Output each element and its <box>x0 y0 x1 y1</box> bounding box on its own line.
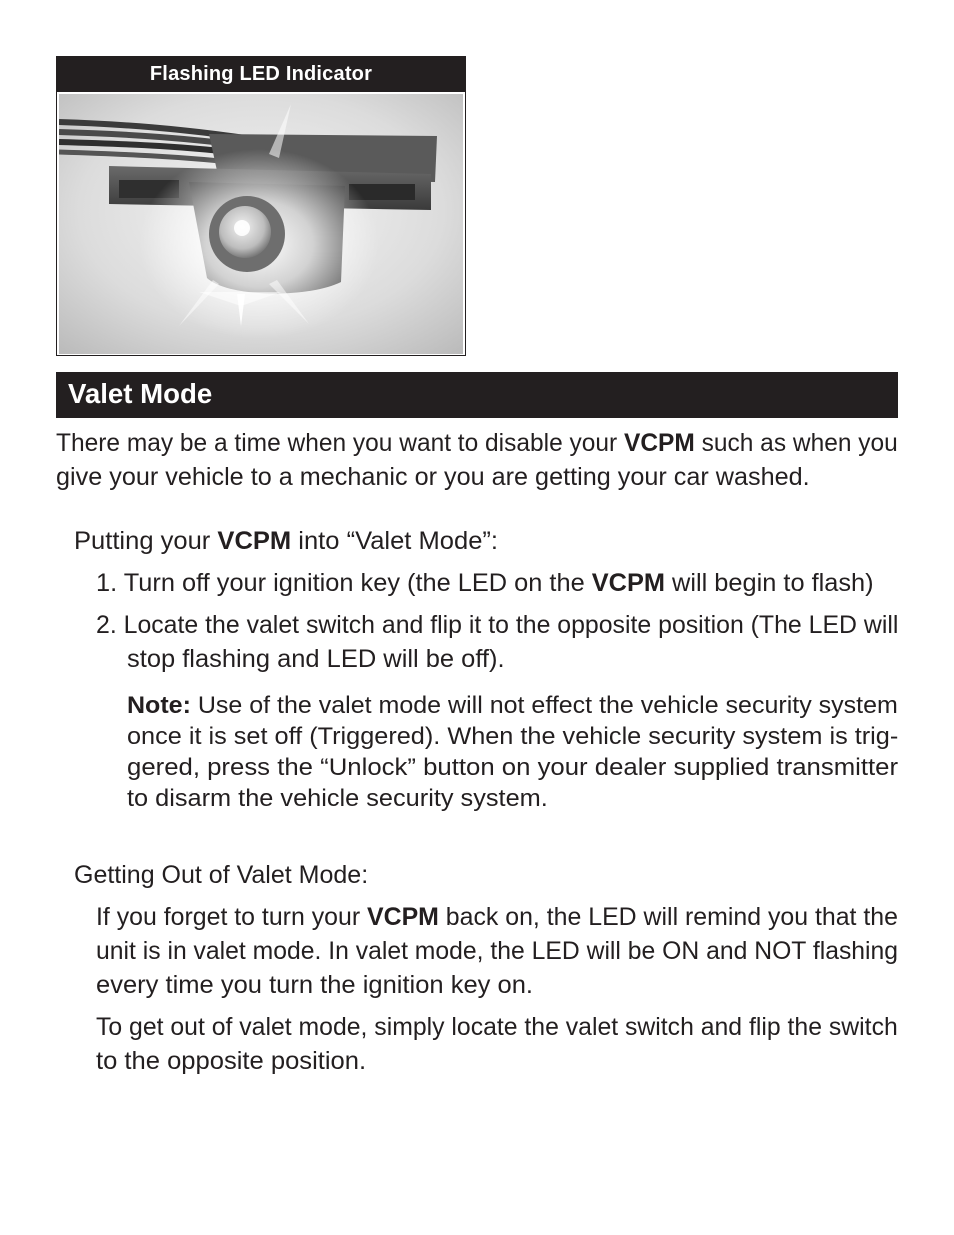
section-title: Valet Mode <box>68 378 213 409</box>
intro-line-1: There may be a time when you want to disable your VCPM such as when you <box>56 429 898 457</box>
getting-out-p1-line-1: If you forget to turn your VCPM back on, the LED will remind you that the <box>96 903 898 931</box>
step-2-line-1: 2. Locate the valet switch and flip it to the opposite position (The LED will <box>96 611 899 639</box>
getting-out-p1-line-3: every time you turn the ignition key on. <box>96 971 534 999</box>
vcpm-term: VCPM <box>367 903 439 931</box>
vcpm-term: VCPM <box>624 429 695 457</box>
figure-caption: Flashing LED Indicator <box>57 57 465 92</box>
led-indicator-photo <box>59 94 463 354</box>
note-line-1: Note: Use of the valet mode will not effect the vehicle security system <box>127 692 898 719</box>
getting-out-p2-line-1: To get out of valet mode, simply locate the valet switch and flip the switch <box>96 1013 898 1041</box>
led-figure <box>56 56 466 356</box>
getting-out-heading: Getting Out of Valet Mode: <box>74 861 369 889</box>
note-line-2: once it is set off (Triggered). When the vehicle security system is trig- <box>127 723 899 750</box>
section-header-valet-mode <box>56 372 898 418</box>
getting-out-p1-line-2: unit is in valet mode. In valet mode, the LED will be ON and NOT flashing <box>96 937 899 965</box>
note-line-3: gered, press the “Unlock” button on your dealer supplied transmitter <box>127 754 899 781</box>
putting-heading: Putting your VCPM into “Valet Mode”: <box>74 527 499 555</box>
step-1: 1. Turn off your ignition key (the LED on the VCPM will begin to flash) <box>96 569 874 597</box>
note-label: Note: <box>127 692 191 719</box>
vcpm-term: VCPM <box>217 527 292 555</box>
getting-out-p2-line-2: to the opposite position. <box>96 1047 367 1075</box>
step-2-line-2: stop flashing and LED will be off). <box>127 645 505 673</box>
note-line-4: to disarm the vehicle security system. <box>127 785 548 812</box>
intro-line-2: give your vehicle to a mechanic or you are getting your car washed. <box>56 463 810 491</box>
vcpm-term: VCPM <box>591 569 665 597</box>
